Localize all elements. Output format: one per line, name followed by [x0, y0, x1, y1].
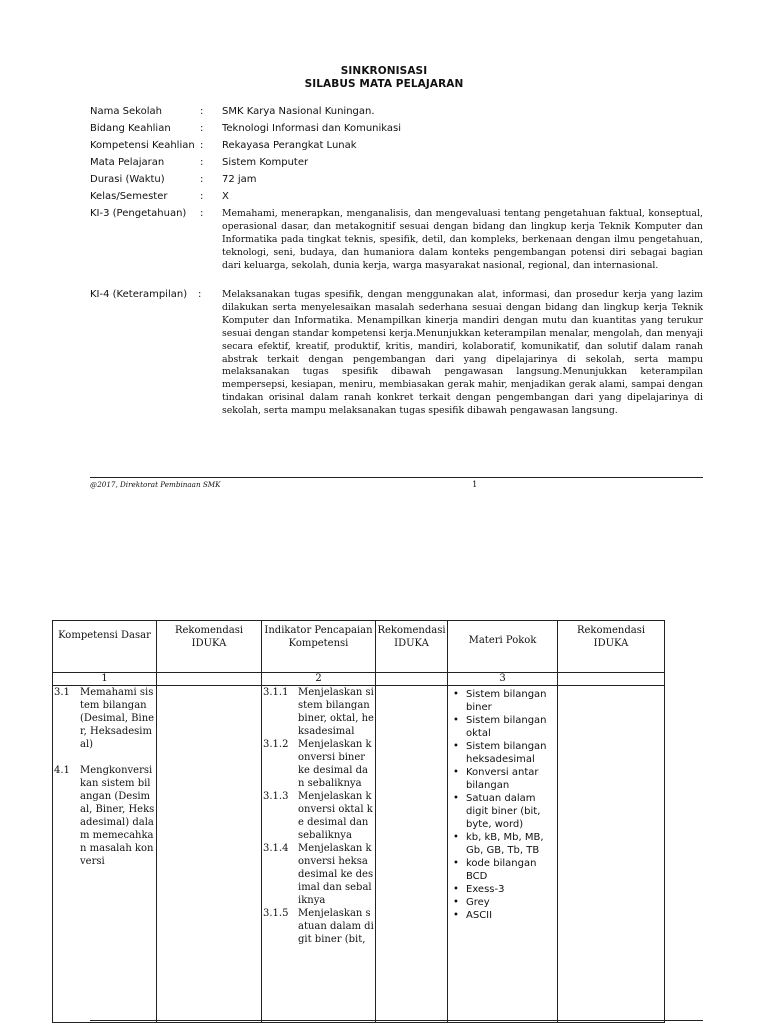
bullet-icon: • — [453, 793, 459, 804]
kd-text: Memahami sistem bilangan (Desimal, Biner, Heksadesimal) — [80, 687, 155, 750]
info-value: 72 jam — [222, 174, 257, 185]
rekomendasi-cell — [558, 686, 665, 1023]
syllabus-table — [52, 620, 665, 1023]
ipk-text: Menjelaskan satuan dalam digit biner (bit, — [298, 908, 374, 945]
col-number: 3 — [448, 673, 558, 686]
bullet-icon: • — [453, 689, 459, 700]
list-item: • kode bilangan BCD — [453, 858, 537, 882]
header-rekomendasi-iduka-2: Rekomendasi IDUKA — [376, 621, 448, 673]
doc-title-line1: SINKRONISASI — [340, 65, 428, 77]
list-item: • Grey — [453, 897, 490, 908]
info-colon: : — [200, 106, 204, 117]
bullet-icon: • — [453, 858, 459, 869]
table-header-row — [53, 621, 665, 673]
info-colon: : — [200, 157, 204, 168]
ipk-text: Menjelaskan konversi heksadesimal ke desimal dan sebaliknya — [298, 843, 374, 906]
ipk-cell — [262, 686, 376, 1023]
bullet-icon: • — [453, 715, 459, 726]
info-value: Rekayasa Perangkat Lunak — [222, 140, 357, 151]
bullet-icon: • — [453, 741, 459, 752]
info-value: Sistem Komputer — [222, 157, 309, 168]
col-number — [558, 673, 665, 686]
ipk-number: 3.1.1 — [263, 687, 289, 698]
info-colon: : — [200, 140, 204, 151]
ipk-text: Menjelaskan sistem bilangan biner, oktal, heksadesimal — [298, 687, 374, 737]
materi-cell — [448, 686, 558, 1023]
header-indikator: Indikator Pencapaian Kompetensi — [262, 621, 376, 673]
ipk-number: 3.1.3 — [263, 791, 289, 802]
bullet-icon: • — [453, 767, 459, 778]
list-item: • Sistem bilangan biner — [453, 689, 547, 713]
table-row — [53, 686, 665, 1023]
footer-page-number: 1 — [472, 480, 478, 490]
header-materi-pokok: Materi Pokok — [448, 621, 558, 673]
ipk-item — [263, 790, 374, 842]
header-rekomendasi-iduka-1: Rekomendasi IDUKA — [157, 621, 262, 673]
list-item: • Satuan dalam digit biner (bit, byte, word) — [453, 793, 541, 830]
list-item: • ASCII — [453, 910, 493, 921]
ki3-colon: : — [200, 208, 204, 219]
kd-number: 3.1 — [54, 687, 70, 698]
col-number — [376, 673, 448, 686]
kd-item — [54, 686, 155, 751]
col-number: 1 — [53, 673, 157, 686]
kd-cell — [53, 686, 157, 1023]
info-label: Durasi (Waktu) — [90, 174, 165, 185]
materi-list — [449, 688, 556, 922]
info-colon: : — [200, 174, 204, 185]
ipk-text: Menjelaskan konversi biner ke desimal dan sebaliknya — [298, 739, 372, 789]
info-label: Bidang Keahlian — [90, 123, 171, 134]
col-number — [157, 673, 262, 686]
list-item: • Sistem bilangan oktal — [453, 715, 547, 739]
kd-item — [54, 764, 155, 868]
ipk-item — [263, 686, 374, 738]
header-rekomendasi-iduka-3: Rekomendasi IDUKA — [558, 621, 665, 673]
info-colon: : — [200, 123, 204, 134]
ipk-number: 3.1.5 — [263, 908, 289, 919]
info-value: SMK Karya Nasional Kuningan. — [222, 106, 375, 117]
ipk-item — [263, 842, 374, 907]
list-item: • Sistem bilangan heksadesimal — [453, 741, 547, 765]
ki4-text: Melaksanakan tugas spesifik, dengan menggunakan alat, informasi, dan prosedur kerja yang lazim dilakukan serta menyelesaikan masalah sederhana sesuai dengan bidang dan lingkup kerja Teknik Komputer dan Informatika. Menampilkan kinerja mandiri dengan mutu dan kuantitas yang terukur sesuai dengan standar kompetensi kerja.Menunjukkan keterampilan menalar, mengolah, dan menyaji secara efektif, kreatif, produktif, kritis, mandiri, kolaboratif, komunikatif, dan solutif dalam ranah abstrak terkait dengan pengembangan dari yang dipelajarinya di sekolah, serta mampu melaksanakan tugas spesifik dibawah pengawasan langsung.Menunjukkan keterampilan mempersepsi, kesiapan, meniru, membiasakan gerak mahir, menjadikan gerak alami, sampai dengan tindakan orisinal dalam ranah konkret terkait dengan pengembangan dari yang dipelajarinya di sekolah, serta mampu melaksanakan tugas spesifik dibawah pengawasan langsung. — [222, 289, 703, 417]
list-item: • kb, kB, Mb, MB, Gb, GB, Tb, TB — [453, 832, 544, 856]
bullet-icon: • — [453, 897, 459, 908]
rekomendasi-cell — [157, 686, 262, 1023]
kd-text: Mengkonversikan sistem bilangan (Desimal, Biner, Heksadesimal) dalam memecahkan masalah konversi — [80, 765, 155, 867]
info-label: Nama Sekolah — [90, 106, 162, 117]
footer-copyright: @2017, Direktorat Pembinaan SMK — [90, 480, 221, 489]
ipk-item — [263, 907, 374, 946]
col-number: 2 — [262, 673, 376, 686]
info-label: Mata Pelajaran — [90, 157, 165, 168]
kd-number: 4.1 — [54, 765, 70, 776]
ipk-number: 3.1.2 — [263, 739, 289, 750]
ki3-label: KI-3 (Pengetahuan) — [90, 208, 187, 219]
info-value: Teknologi Informasi dan Komunikasi — [222, 123, 402, 134]
bullet-icon: • — [453, 884, 459, 895]
table-number-row — [53, 673, 665, 686]
rekomendasi-cell — [376, 686, 448, 1023]
ipk-item — [263, 738, 374, 790]
header-kompetensi-dasar: Kompetensi Dasar — [53, 621, 157, 673]
footer-divider — [90, 477, 703, 478]
info-value: X — [222, 191, 229, 202]
info-label: Kelas/Semester — [90, 191, 168, 202]
ki4-label: KI-4 (Keterampilan) — [90, 289, 188, 300]
bullet-icon: • — [453, 832, 459, 843]
list-item: • Exess-3 — [453, 884, 505, 895]
ipk-number: 3.1.4 — [263, 843, 289, 854]
page-bottom-divider — [90, 1020, 703, 1021]
ki4-colon: : — [198, 289, 202, 300]
bullet-icon: • — [453, 910, 459, 921]
info-colon: : — [200, 191, 204, 202]
doc-title-line2: SILABUS MATA PELAJARAN — [304, 78, 464, 90]
ki3-text: Memahami, menerapkan, menganalisis, dan mengevaluasi tentang pengetahuan faktual, konseptual, operasional dasar, dan metakognitif sesuai dengan bidang dan lingkup kerja Teknik Komputer dan Informatika pada tingkat teknis, spesifik, detil, dan kompleks, berkenaan dengan ilmu pengetahuan, teknologi, seni, budaya, dan humaniora dalam konteks pengembangan potensi diri sebagai bagian dari keluarga, sekolah, dunia kerja, warga masyarakat nasional, regional, dan internasional. — [222, 208, 703, 271]
ipk-text: Menjelaskan konversi oktal ke desimal dan sebaliknya — [298, 791, 373, 841]
info-label: Kompetensi Keahlian — [90, 140, 195, 151]
list-item: • Konversi antar bilangan — [453, 767, 539, 791]
